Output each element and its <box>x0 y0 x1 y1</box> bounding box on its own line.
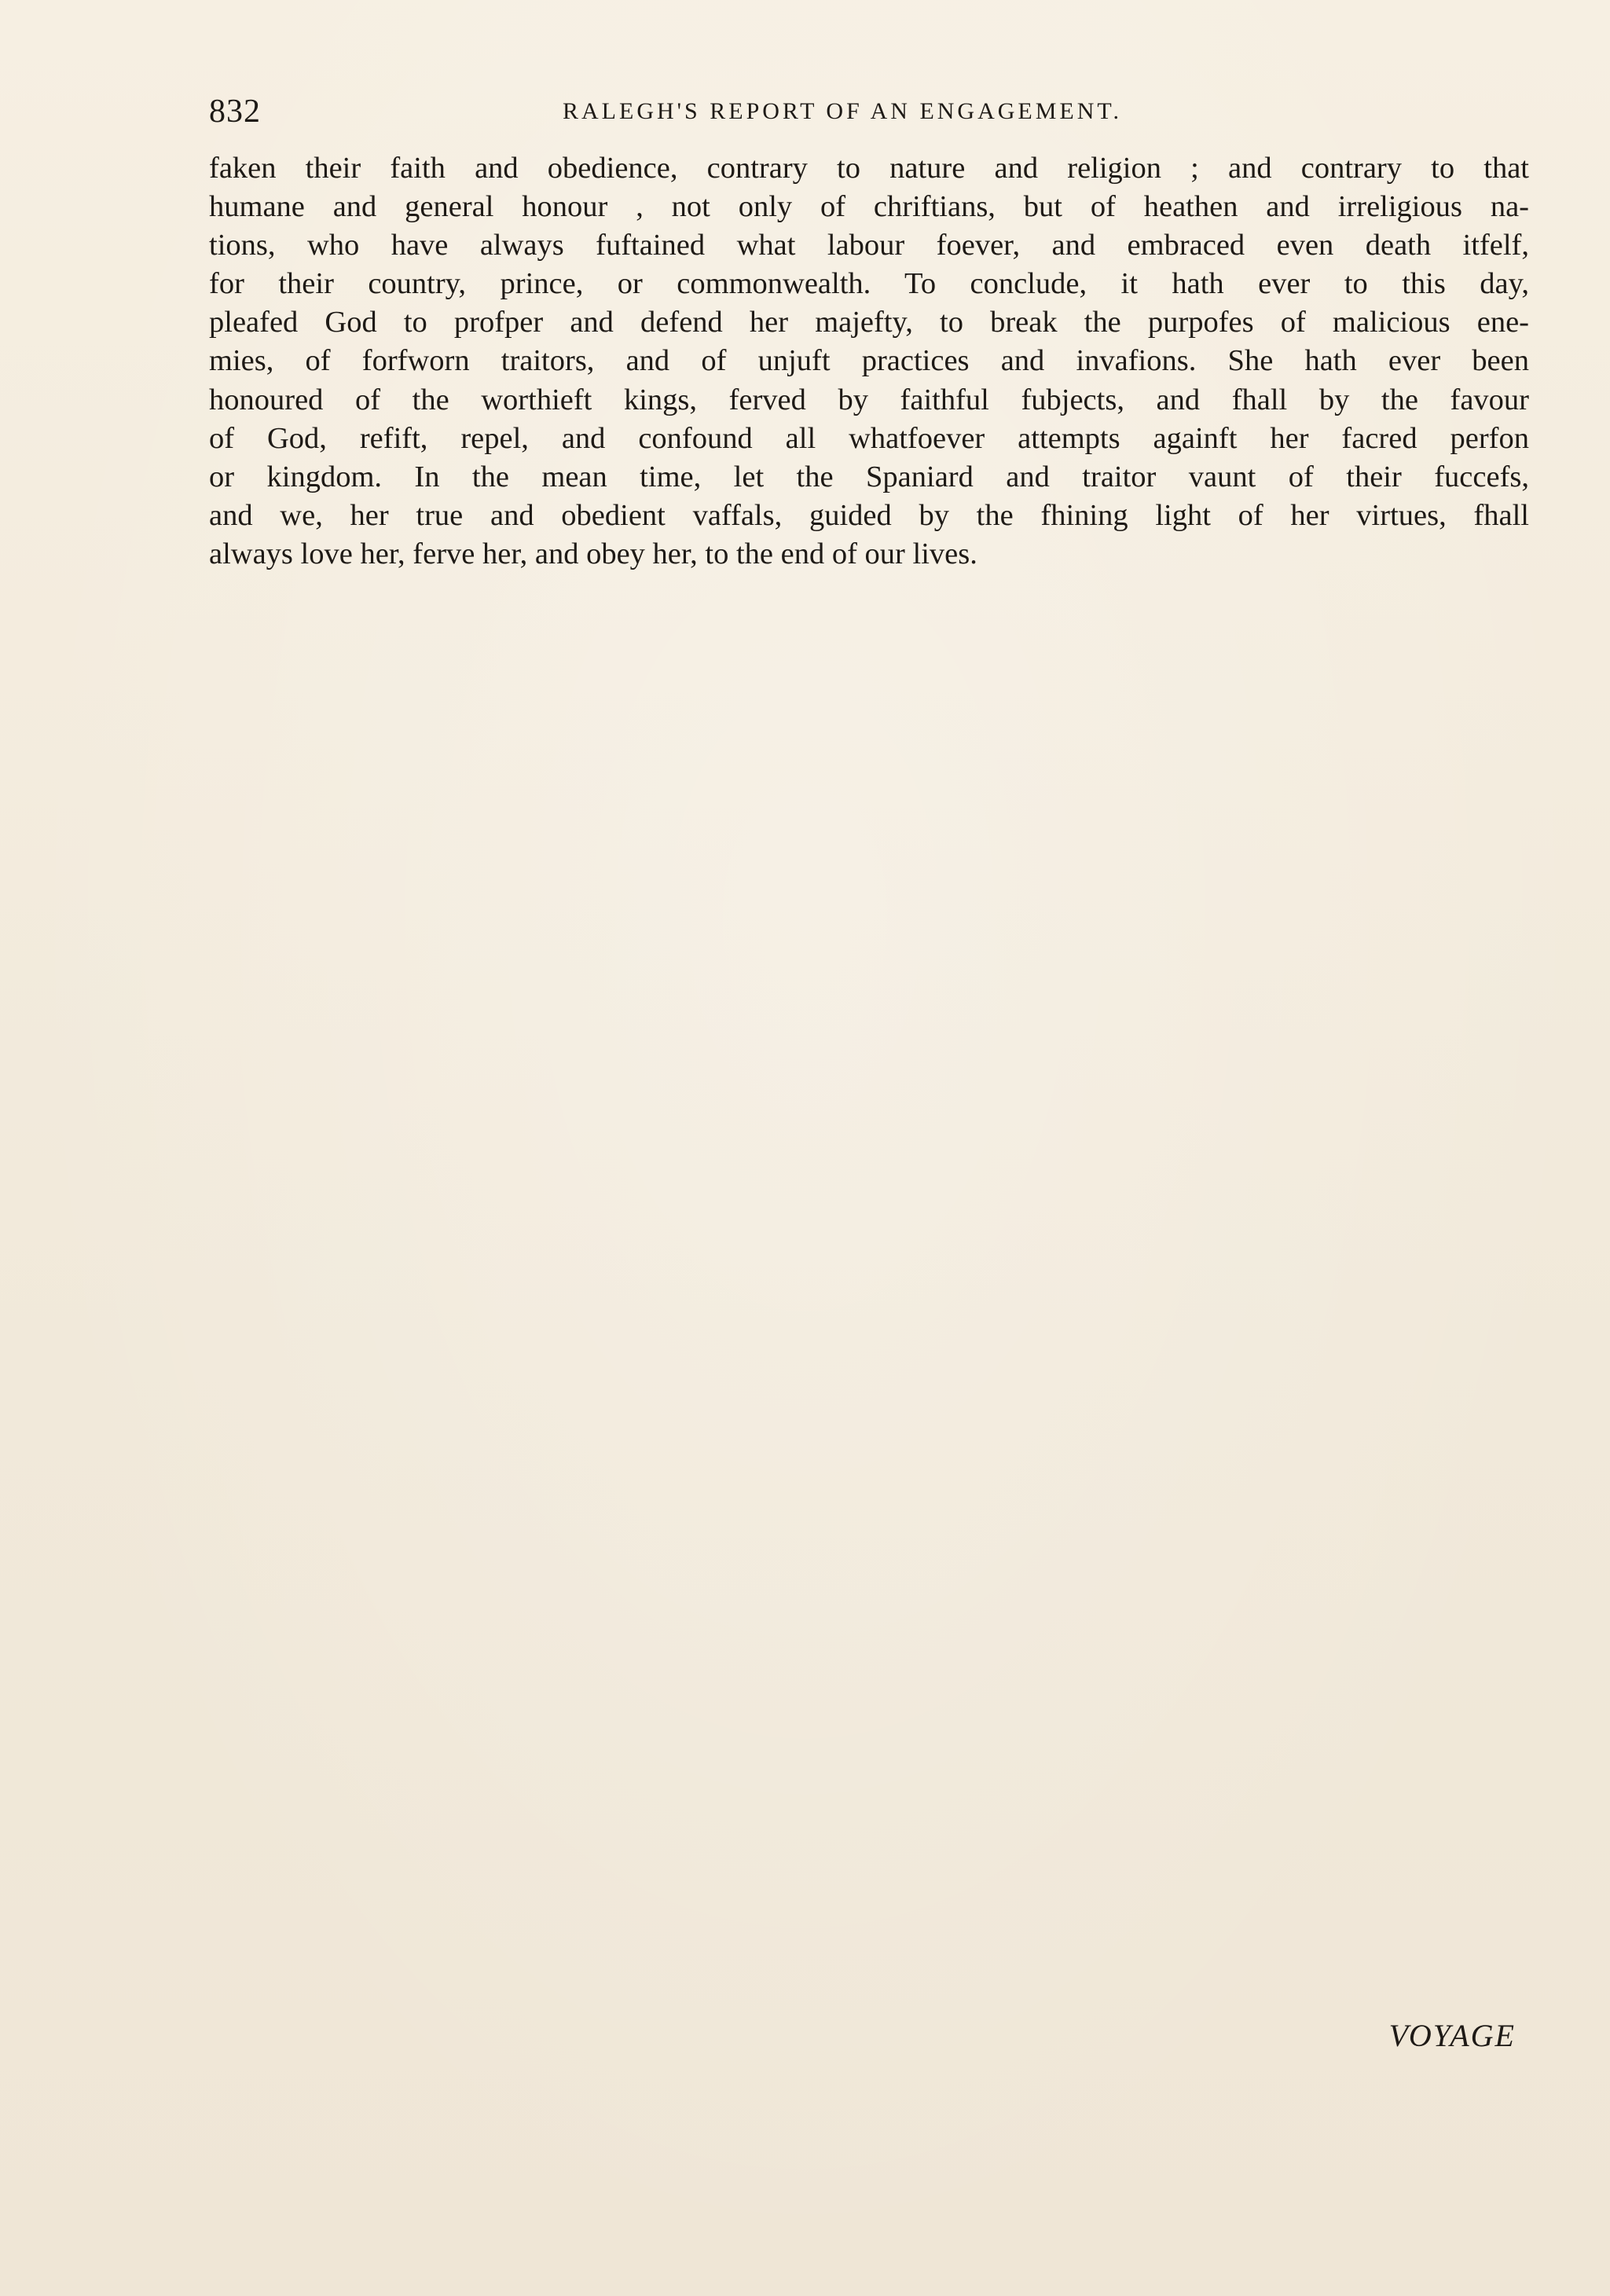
text-line: honoured of the worthieft kings, ferved by faithful fubjects, and fhall by the favour <box>209 383 1529 416</box>
running-head: RALEGH'S REPORT OF AN ENGAGEMENT. <box>563 98 1123 124</box>
page-header <box>209 88 1529 135</box>
body-text <box>209 149 1529 574</box>
text-line: of God, refift, repel, and confound all whatfoever attempts againft her facred perfon <box>209 421 1529 455</box>
text-line: and we, her true and obedient vaffals, guided by the fhining light of her virtues, fhall <box>209 498 1529 532</box>
catchword: VOYAGE <box>1388 2018 1516 2053</box>
text-line: pleafed God to profper and defend her majefty, to break the purpofes of malicious ene- <box>209 306 1529 339</box>
text-line-last: always love her, ferve her, and obey her, to the end of our lives. <box>209 537 977 570</box>
text-line: mies, of forfworn traitors, and of unjuft practices and invafions. She hath ever been <box>209 344 1529 378</box>
text-line: for their country, prince, or commonwealth. To conclude, it hath ever to this day, <box>209 267 1529 301</box>
page-number: 832 <box>209 94 261 130</box>
text-line: humane and general honour , not only of chriftians, but of heathen and irreligious na- <box>209 190 1529 224</box>
text-line: faken their faith and obedience, contrary to nature and religion ; and contrary to that <box>209 152 1529 185</box>
text-line: tions, who have always fuftained what labour foever, and embraced even death itfelf, <box>209 229 1529 262</box>
text-line: or kingdom. In the mean time, let the Spaniard and traitor vaunt of their fuccefs, <box>209 460 1529 493</box>
